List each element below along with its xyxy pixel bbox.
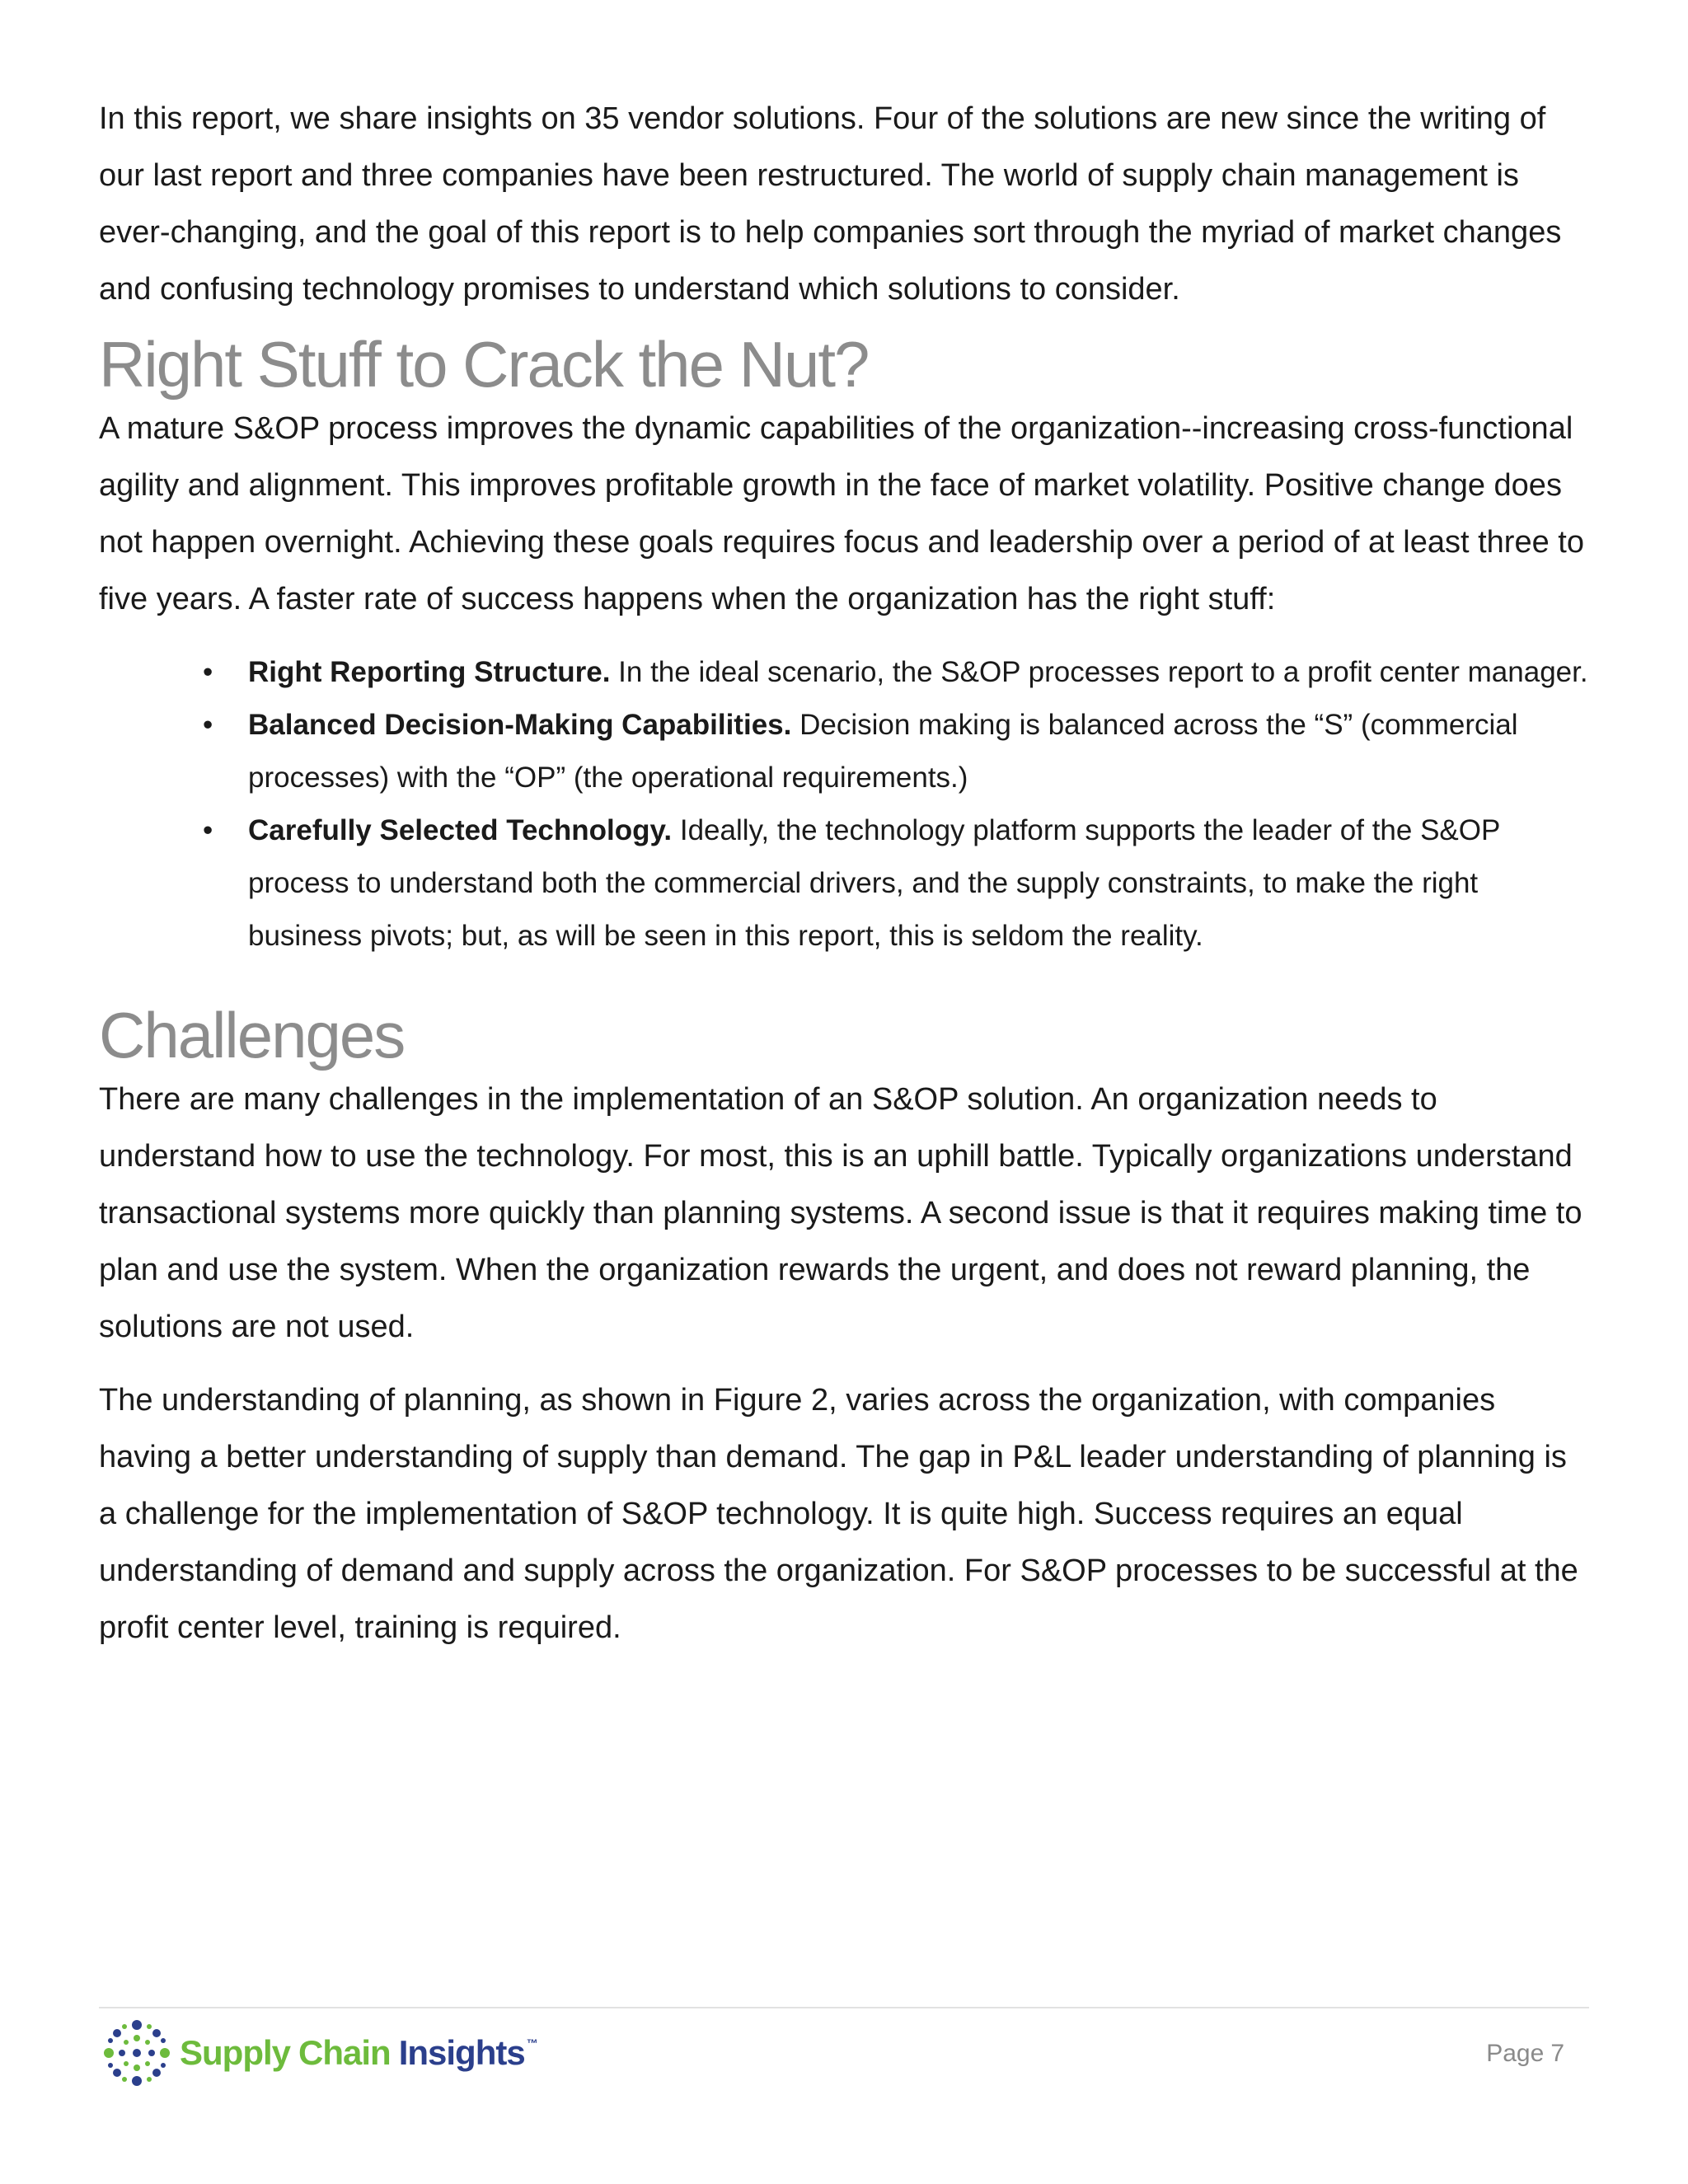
bullet-dot-icon: • [203, 814, 213, 846]
intro-paragraph: In this report, we share insights on 35 vendor solutions. Four of the solutions are new since the writing of our last report and three companies have been restructured. The world of supply chain management is ever-changing, and the goal of this report is to help companies sort through the myriad of market changes and confusing technology promises to understand which solutions to consider. [99, 101, 1562, 307]
challenges-paragraph-1: There are many challenges in the implementation of an S&OP solution. An organization needs to understand how to use the technology. For most, this is an uphill battle. Typically organizations understand transactional systems more quickly than planning systems. A second issue is that it requires making time to plan and use the system. When the organization rewards the urgent, and does not reward planning, the solutions are not used. [99, 1082, 1582, 1344]
bullet-item [203, 699, 1591, 804]
bullet-text: In the ideal scenario, the S&OP processes report to a profit center manager. [618, 656, 1588, 688]
bullet-item [203, 646, 1591, 699]
logo-word-insights: Insights [398, 2033, 525, 2072]
section-heading-right-stuff: Right Stuff to Crack the Nut? [99, 328, 869, 401]
logo-word-supply: Supply [180, 2033, 291, 2072]
bullet-item [203, 804, 1591, 963]
company-logo [102, 2016, 537, 2090]
bullet-dot-icon: • [203, 656, 213, 688]
logo-wordmark [180, 2033, 537, 2073]
bullet-title: Right Reporting Structure. [248, 656, 611, 688]
page-number [1486, 2040, 1564, 2068]
section-heading-challenges: Challenges [99, 999, 405, 1071]
footer-divider [99, 2007, 1589, 2008]
bullet-text: Decision making is balanced across the “S” (commercial processes) with the “OP” (the operational requirements.) [248, 709, 1518, 794]
bullet-title: Balanced Decision-Making Capabilities. [248, 709, 792, 741]
challenges-paragraph-2: The understanding of planning, as shown in Figure 2, varies across the organization, with companies having a better understanding of supply than demand. The gap in P&L leader understanding of planning is a challenge for the implementation of S&OP technology. It is quite high. Success requires an equal understanding of demand and supply across the organization. For S&OP processes to be successful at the profit center level, training is required. [99, 1383, 1578, 1645]
bullet-title: Carefully Selected Technology. [248, 814, 673, 846]
bullet-text: Ideally, the technology platform supports the leader of the S&OP process to understand both the commercial drivers, and the supply constraints, to make the right business pivots; but, as will be seen in this report, this is seldom the reality. [248, 814, 1500, 952]
starburst-logo-icon [102, 2018, 171, 2088]
bullet-dot-icon: • [203, 709, 213, 741]
logo-trademark: ™ [526, 2036, 537, 2050]
page-number-value: 7 [1550, 2040, 1564, 2067]
right-stuff-paragraph: A mature S&OP process improves the dynamic capabilities of the organization--increasing cross-functional agility and alignment. This improves profitable growth in the face of market volatility. Positive change does not happen overnight. Achieving these goals requires focus and leadership over a period of at least three to five years. A faster rate of success happens when the organization has the right stuff: [99, 411, 1584, 616]
page-content [99, 91, 1591, 1657]
page-label: Page [1486, 2040, 1545, 2067]
logo-word-chain: Chain [298, 2033, 391, 2072]
right-stuff-bullet-list [99, 646, 1591, 963]
